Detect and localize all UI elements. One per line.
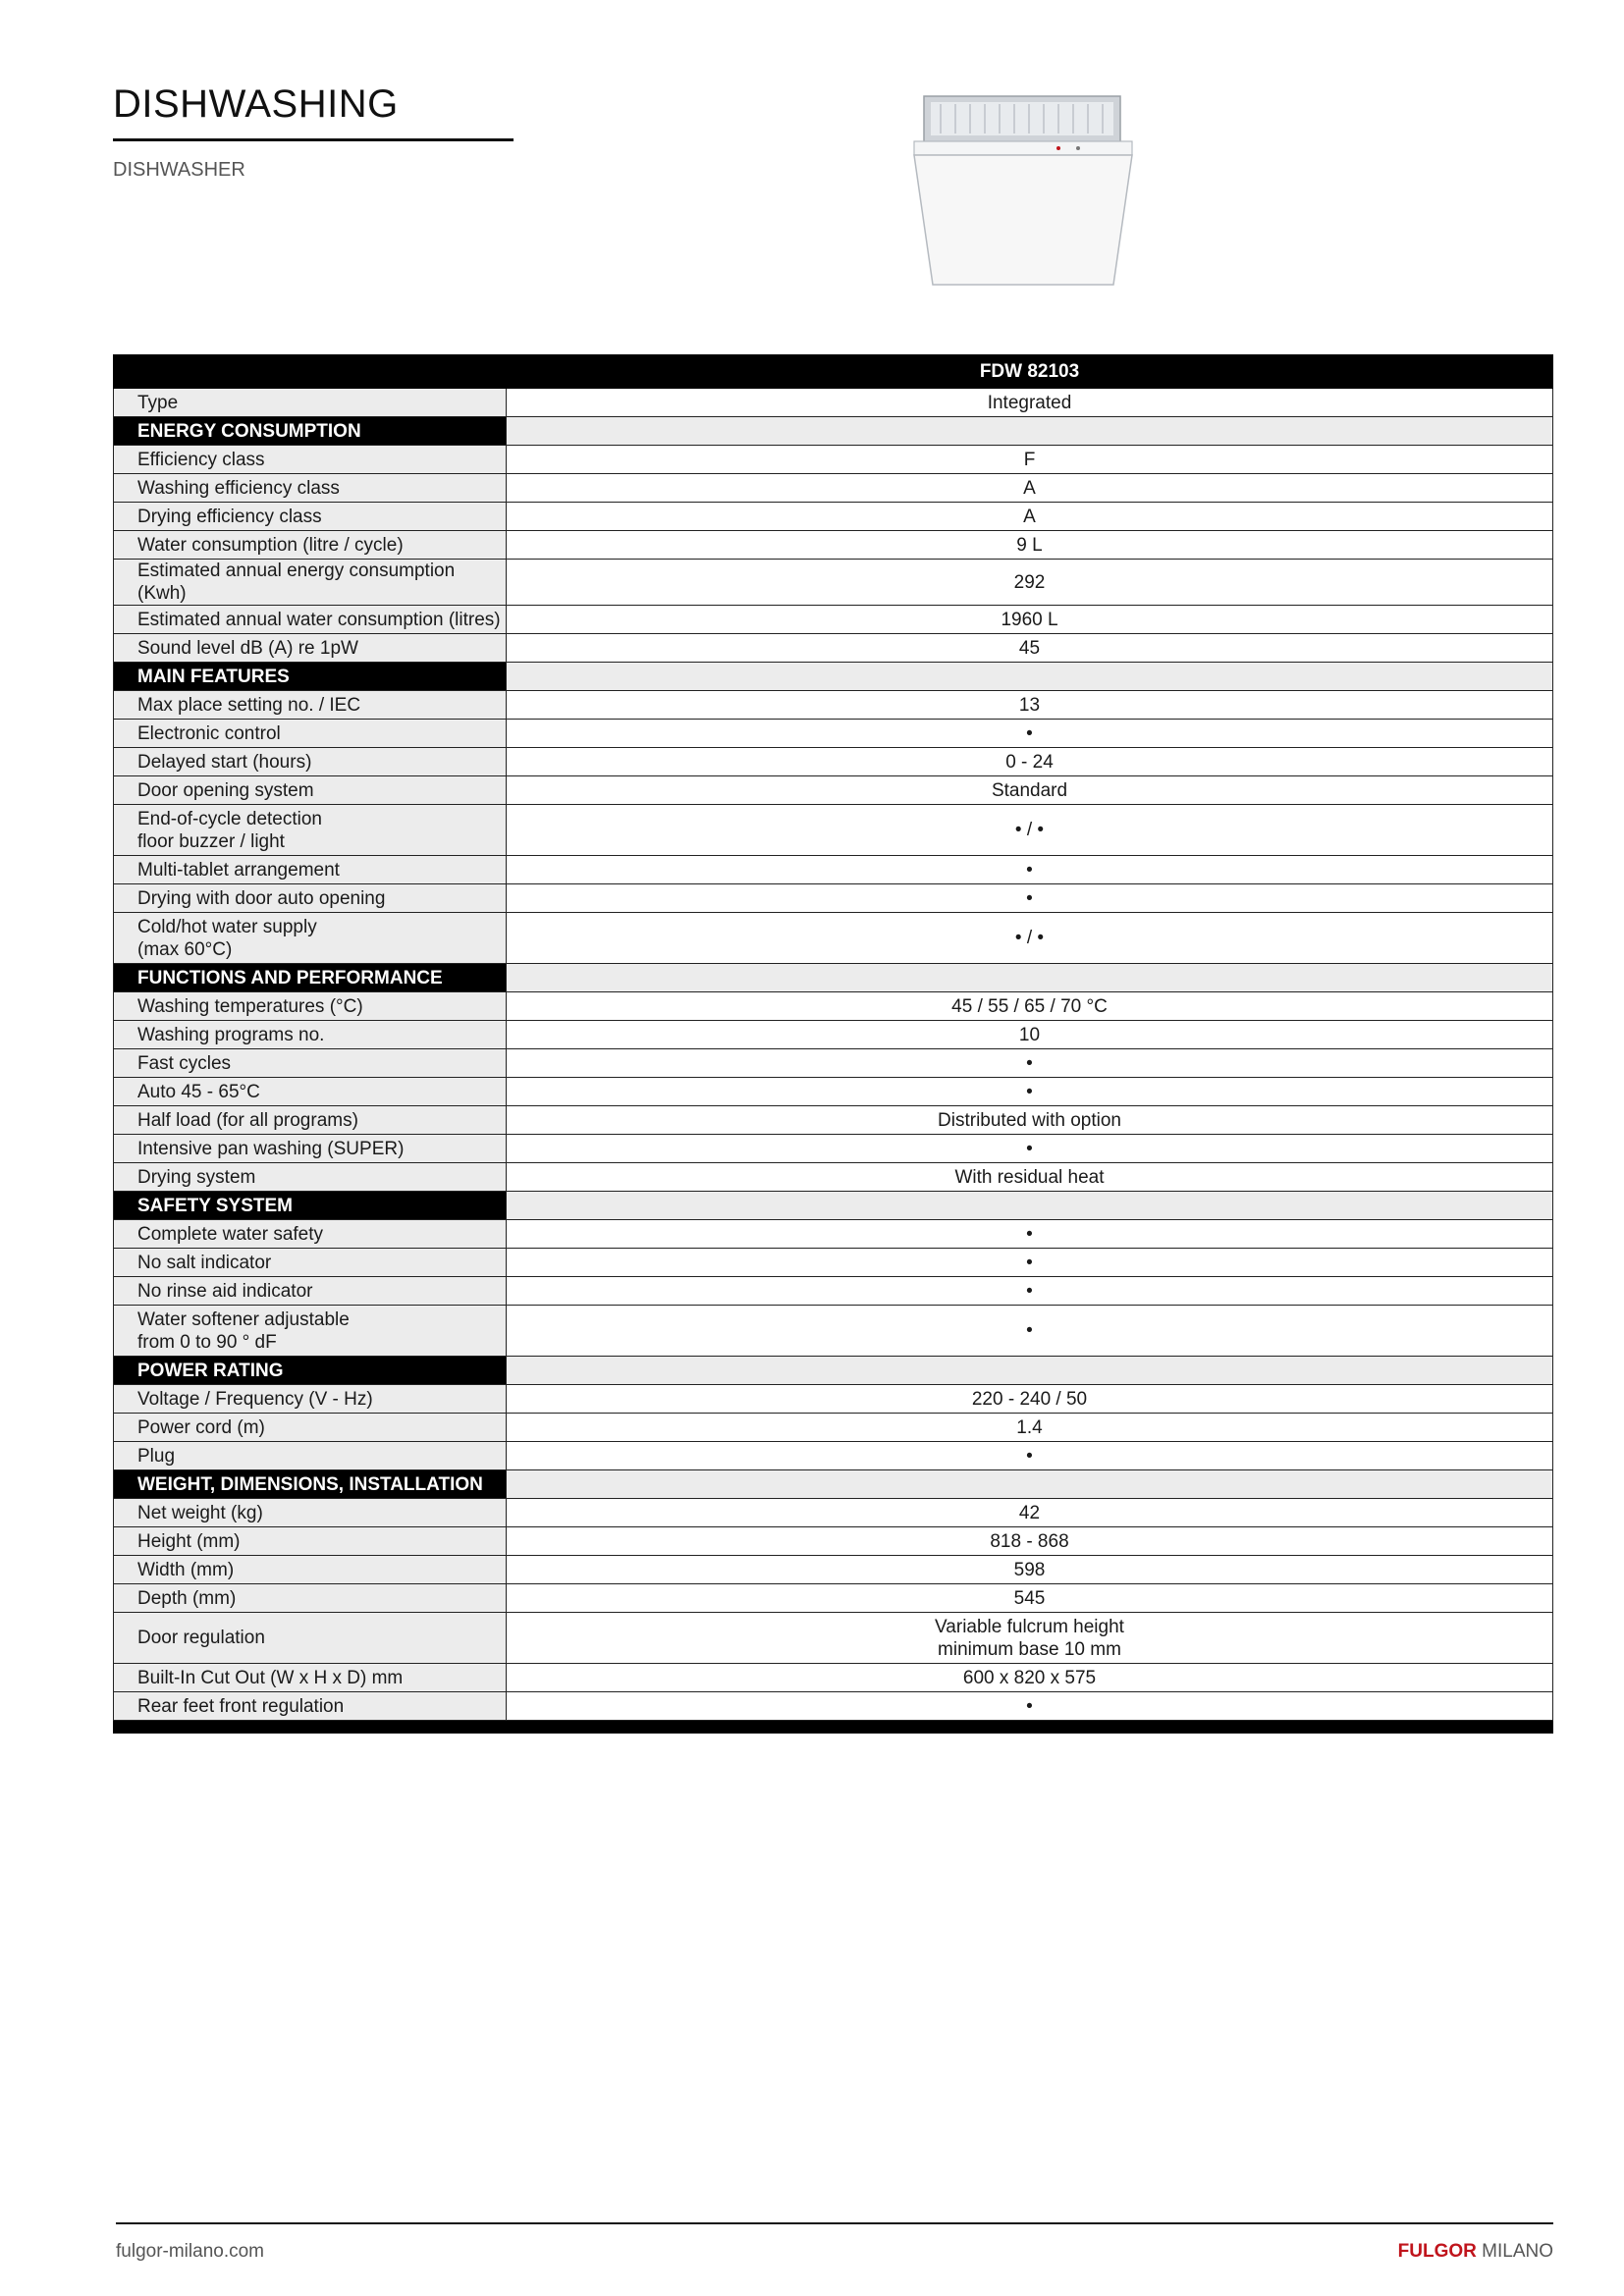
- spec-value: •: [507, 1249, 1553, 1277]
- spec-value: With residual heat: [507, 1163, 1553, 1192]
- spec-value: 9 L: [507, 531, 1553, 560]
- section-title: ENERGY CONSUMPTION: [114, 417, 507, 446]
- spec-value: •: [507, 1220, 1553, 1249]
- table-row: [114, 1135, 1553, 1163]
- table-row: [114, 531, 1553, 560]
- spec-value: • / •: [507, 913, 1553, 964]
- spec-value: A: [507, 503, 1553, 531]
- section-title: WEIGHT, DIMENSIONS, INSTALLATION: [114, 1470, 507, 1499]
- dishwasher-product-image: [911, 94, 1135, 287]
- spec-label: Door opening system: [114, 776, 507, 805]
- brand-milano: MILANO: [1476, 2241, 1553, 2262]
- table-bottom-bar: [113, 1721, 1553, 1734]
- section-header-row: [114, 417, 1553, 446]
- section-header-row: [114, 1192, 1553, 1220]
- spec-value: 598: [507, 1556, 1553, 1584]
- spec-value: 10: [507, 1021, 1553, 1049]
- spec-label: Power cord (m): [114, 1414, 507, 1442]
- table-row: [114, 1664, 1553, 1692]
- table-row: [114, 1442, 1553, 1470]
- spec-label: Electronic control: [114, 720, 507, 748]
- spec-label: Rear feet front regulation: [114, 1692, 507, 1721]
- spec-value: •: [507, 1277, 1553, 1306]
- table-row: [114, 1220, 1553, 1249]
- spec-value: Variable fulcrum height minimum base 10 mm: [507, 1613, 1553, 1664]
- section-header-row: [114, 1357, 1553, 1385]
- table-row: [114, 992, 1553, 1021]
- table-row: [114, 1584, 1553, 1613]
- spec-label: Multi-tablet arrangement: [114, 856, 507, 884]
- table-row: [114, 805, 1553, 856]
- table-row: [114, 1249, 1553, 1277]
- spec-label: Estimated annual water consumption (litres): [114, 606, 507, 634]
- spec-value: •: [507, 1692, 1553, 1721]
- spec-value: 13: [507, 691, 1553, 720]
- table-row: [114, 446, 1553, 474]
- section-title: SAFETY SYSTEM: [114, 1192, 507, 1220]
- page-subtitle: DISHWASHER: [113, 159, 245, 181]
- table-row: [114, 1692, 1553, 1721]
- table-row: [114, 1527, 1553, 1556]
- table-header-row: [114, 355, 1553, 389]
- table-row: [114, 691, 1553, 720]
- spec-value: •: [507, 1442, 1553, 1470]
- table-row: [114, 1078, 1553, 1106]
- table-row: [114, 748, 1553, 776]
- table-row: [114, 389, 1553, 417]
- spec-label: No salt indicator: [114, 1249, 507, 1277]
- section-title: POWER RATING: [114, 1357, 507, 1385]
- spec-value: •: [507, 1049, 1553, 1078]
- footer-website: fulgor-milano.com: [116, 2241, 264, 2262]
- section-empty-cell: [507, 1357, 1553, 1385]
- spec-value: •: [507, 856, 1553, 884]
- table-row: [114, 1277, 1553, 1306]
- table-row: [114, 1414, 1553, 1442]
- spec-value: 42: [507, 1499, 1553, 1527]
- section-header-row: [114, 1470, 1553, 1499]
- spec-value: 292: [507, 560, 1553, 606]
- table-row: [114, 606, 1553, 634]
- spec-label: No rinse aid indicator: [114, 1277, 507, 1306]
- section-empty-cell: [507, 417, 1553, 446]
- table-row: [114, 1106, 1553, 1135]
- spec-label: Cold/hot water supply (max 60°C): [114, 913, 507, 964]
- section-title: MAIN FEATURES: [114, 663, 507, 691]
- spec-value: 1.4: [507, 1414, 1553, 1442]
- spec-label: Water softener adjustable from 0 to 90 ° dF: [114, 1306, 507, 1357]
- spec-label: Efficiency class: [114, 446, 507, 474]
- section-header-row: [114, 964, 1553, 992]
- table-row: [114, 856, 1553, 884]
- spec-value: •: [507, 1306, 1553, 1357]
- spec-label: Complete water safety: [114, 1220, 507, 1249]
- section-empty-cell: [507, 1192, 1553, 1220]
- spec-value: F: [507, 446, 1553, 474]
- model-name: FDW 82103: [507, 355, 1553, 389]
- section-title: FUNCTIONS AND PERFORMANCE: [114, 964, 507, 992]
- spec-value: 600 x 820 x 575: [507, 1664, 1553, 1692]
- spec-value: 1960 L: [507, 606, 1553, 634]
- table-row: [114, 720, 1553, 748]
- table-row: [114, 1613, 1553, 1664]
- spec-value: 45 / 55 / 65 / 70 °C: [507, 992, 1553, 1021]
- spec-label: Intensive pan washing (SUPER): [114, 1135, 507, 1163]
- footer-brand: [1398, 2241, 1553, 2263]
- spec-label: Built-In Cut Out (W x H x D) mm: [114, 1664, 507, 1692]
- spec-value: 45: [507, 634, 1553, 663]
- spec-value: Standard: [507, 776, 1553, 805]
- spec-value: 545: [507, 1584, 1553, 1613]
- spec-label: Water consumption (litre / cycle): [114, 531, 507, 560]
- table-row: [114, 1163, 1553, 1192]
- table-row: [114, 1499, 1553, 1527]
- spec-label: Auto 45 - 65°C: [114, 1078, 507, 1106]
- spec-label: Fast cycles: [114, 1049, 507, 1078]
- spec-label: Net weight (kg): [114, 1499, 507, 1527]
- spec-value: •: [507, 1135, 1553, 1163]
- section-empty-cell: [507, 663, 1553, 691]
- spec-label: Delayed start (hours): [114, 748, 507, 776]
- spec-label: Height (mm): [114, 1527, 507, 1556]
- table-row: [114, 776, 1553, 805]
- spec-label: Washing temperatures (°C): [114, 992, 507, 1021]
- spec-label: Max place setting no. / IEC: [114, 691, 507, 720]
- spec-value: Distributed with option: [507, 1106, 1553, 1135]
- table-row: [114, 1021, 1553, 1049]
- spec-label: Washing programs no.: [114, 1021, 507, 1049]
- spec-table: [113, 354, 1553, 1721]
- header-empty-cell: [114, 355, 507, 389]
- spec-label: End-of-cycle detection floor buzzer / light: [114, 805, 507, 856]
- table-row: [114, 1306, 1553, 1357]
- table-row: [114, 884, 1553, 913]
- section-empty-cell: [507, 964, 1553, 992]
- table-row: [114, 913, 1553, 964]
- spec-value: 0 - 24: [507, 748, 1553, 776]
- table-row: [114, 1049, 1553, 1078]
- table-row: [114, 1385, 1553, 1414]
- spec-value: •: [507, 1078, 1553, 1106]
- spec-label: Estimated annual energy consumption (Kwh): [114, 560, 507, 606]
- spec-value: •: [507, 720, 1553, 748]
- spec-value: • / •: [507, 805, 1553, 856]
- spec-label: Plug: [114, 1442, 507, 1470]
- table-row: [114, 560, 1553, 606]
- spec-label: Drying system: [114, 1163, 507, 1192]
- spec-value: 818 - 868: [507, 1527, 1553, 1556]
- spec-value: 220 - 240 / 50: [507, 1385, 1553, 1414]
- spec-value: •: [507, 884, 1553, 913]
- spec-value: Integrated: [507, 389, 1553, 417]
- spec-label: Width (mm): [114, 1556, 507, 1584]
- title-underline: [113, 138, 514, 141]
- spec-label: Sound level dB (A) re 1pW: [114, 634, 507, 663]
- table-row: [114, 634, 1553, 663]
- spec-label: Voltage / Frequency (V - Hz): [114, 1385, 507, 1414]
- spec-label: Washing efficiency class: [114, 474, 507, 503]
- section-header-row: [114, 663, 1553, 691]
- spec-label: Drying efficiency class: [114, 503, 507, 531]
- spec-label: Depth (mm): [114, 1584, 507, 1613]
- table-row: [114, 1556, 1553, 1584]
- spec-label: Door regulation: [114, 1613, 507, 1664]
- section-empty-cell: [507, 1470, 1553, 1499]
- spec-label: Type: [114, 389, 507, 417]
- table-row: [114, 503, 1553, 531]
- spec-label: Drying with door auto opening: [114, 884, 507, 913]
- spec-label: Half load (for all programs): [114, 1106, 507, 1135]
- spec-value: A: [507, 474, 1553, 503]
- brand-fulgor: FULGOR: [1397, 2241, 1477, 2262]
- table-row: [114, 474, 1553, 503]
- footer-rule: [116, 2222, 1553, 2224]
- page-title: DISHWASHING: [113, 82, 399, 126]
